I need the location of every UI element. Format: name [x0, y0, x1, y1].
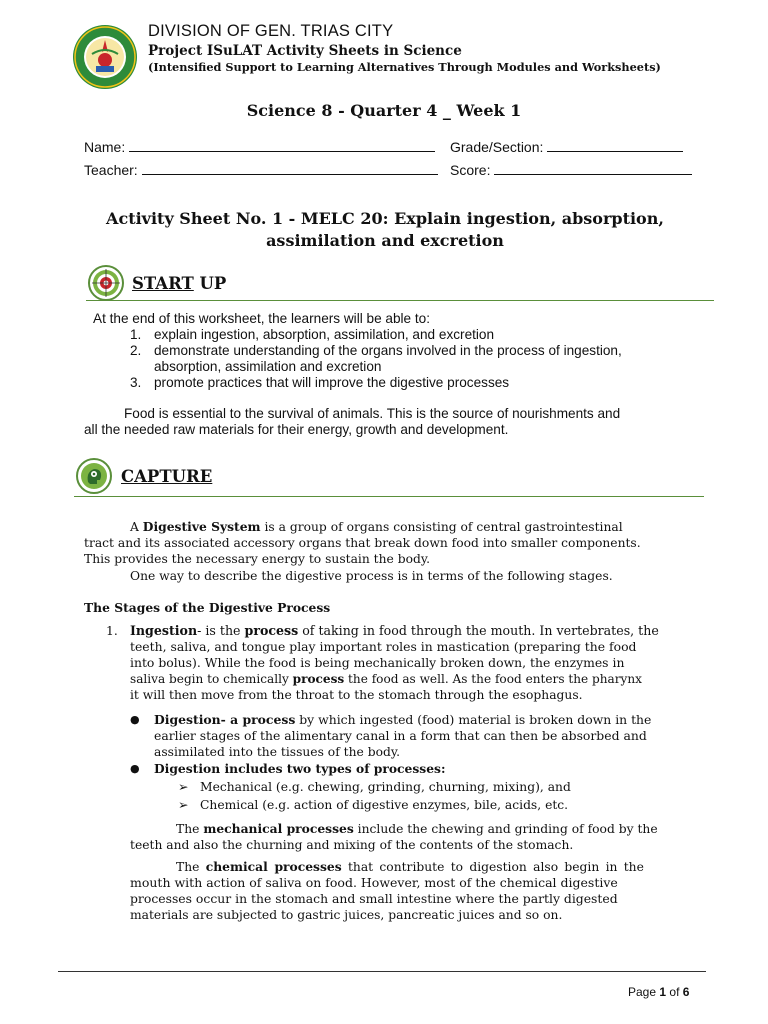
- process-term: process: [244, 623, 299, 638]
- ingestion-number: 1.: [106, 624, 118, 638]
- digestion-types-heading: Digestion includes two types of processes:: [154, 761, 446, 776]
- objective-text: explain ingestion, absorption, assimilation, and excretion: [154, 327, 495, 342]
- teacher-blank-line[interactable]: [142, 162, 438, 175]
- food-paragraph-line-1: Food is essential to the survival of animals. This is the source of nourishments and: [124, 406, 621, 421]
- start-up-heading-underlined: START: [132, 274, 194, 293]
- activity-title-line-1: Activity Sheet No. 1 - MELC 20: Explain ingestion, absorption,: [106, 209, 664, 228]
- total-pages: 6: [682, 985, 690, 999]
- target-icon: [88, 265, 124, 301]
- stages-heading: The Stages of the Digestive Process: [84, 600, 331, 615]
- digestive-system-line-3: This provides the necessary energy to sustain the body.: [84, 552, 431, 566]
- digestive-system-line-2: tract and its associated accessory organs that break down food into smaller components.: [84, 536, 641, 550]
- digestion-line-3: assimilated into the tissues of the body.: [154, 745, 401, 759]
- teacher-field[interactable]: [84, 162, 438, 178]
- stages-intro: One way to describe the digestive process is in terms of the following stages.: [130, 569, 613, 583]
- objective-3: [130, 375, 510, 391]
- current-page: 1: [659, 985, 667, 999]
- capture-divider: [74, 496, 704, 497]
- bullet-icon: ●: [130, 713, 140, 726]
- text-run: saliva begin to chemically: [130, 672, 293, 686]
- score-field[interactable]: [450, 162, 692, 178]
- name-field[interactable]: [84, 139, 435, 155]
- project-subtitle: (Intensified Support to Learning Alternatives Through Modules and Worksheets): [148, 60, 661, 74]
- objective-number: 2.: [130, 343, 142, 358]
- activity-title: [60, 208, 710, 252]
- grade-section-label: Grade/Section:: [450, 139, 544, 155]
- food-paragraph-line-2: all the needed raw materials for their energy, growth and development.: [84, 422, 509, 437]
- text-run: The: [176, 822, 204, 836]
- chemical-paragraph-line-2: mouth with action of saliva on food. However, most of the chemical digestive: [130, 875, 618, 890]
- grade-section-blank-line[interactable]: [547, 139, 683, 152]
- text-run: that contribute to digestion also begin in the: [341, 860, 644, 874]
- objectives-intro: At the end of this worksheet, the learners will be able to:: [93, 311, 431, 326]
- objective-number: 3.: [130, 375, 142, 390]
- start-up-heading: [132, 274, 226, 293]
- page-word: Page: [628, 985, 657, 999]
- objective-2-continued: absorption, assimilation and excretion: [154, 359, 382, 374]
- objective-text: demonstrate understanding of the organs involved in the process of ingestion,: [154, 343, 622, 358]
- objective-text: promote practices that will improve the digestive processes: [154, 375, 510, 390]
- chemical-paragraph-line-1: [176, 859, 644, 875]
- mechanical-processes-term: mechanical processes: [203, 821, 354, 836]
- start-up-divider: [86, 300, 714, 301]
- text-run: the food as well. As the food enters the pharynx: [344, 672, 642, 686]
- ingestion-line-3: into bolus). While the food is being mechanically broken down, the enzymes in: [130, 655, 625, 670]
- objective-2: [130, 343, 622, 359]
- grade-section-field[interactable]: [450, 139, 683, 155]
- text-run: of taking in food through the mouth. In vertebrates, the: [298, 623, 659, 638]
- arrow-bullet-icon: ➢: [178, 798, 189, 812]
- digestion-line-2: earlier stages of the alimentary canal in a form that can then be absorbed and: [154, 728, 647, 743]
- chemical-processes-term: chemical processes: [205, 859, 342, 874]
- objective-1: [130, 327, 495, 343]
- deped-seal-logo: [72, 24, 138, 90]
- mechanical-paragraph-line-2: teeth and also the churning and mixing of the contents of the stomach.: [130, 838, 574, 852]
- text-run: is a group of organs consisting of central gastrointestinal: [260, 520, 623, 534]
- chemical-type: Chemical (e.g. action of digestive enzymes, bile, acids, etc.: [200, 798, 569, 812]
- text-run: - is the: [197, 623, 245, 638]
- score-blank-line[interactable]: [494, 162, 692, 175]
- teacher-label: Teacher:: [84, 162, 138, 178]
- mechanical-paragraph-line-1: [176, 821, 658, 837]
- division-name: DIVISION OF GEN. TRIAS CITY: [148, 22, 394, 40]
- score-label: Score:: [450, 162, 491, 178]
- project-title: Project ISuLAT Activity Sheets in Science: [148, 43, 462, 59]
- ingestion-line-2: teeth, saliva, and tongue play important roles in mastication (preparing the food: [130, 639, 637, 654]
- mechanical-type: Mechanical (e.g. chewing, grinding, churning, mixing), and: [200, 780, 571, 794]
- text-run: by which ingested (food) material is broken down in the: [295, 712, 652, 727]
- name-blank-line[interactable]: [129, 139, 435, 152]
- footer-divider: [58, 971, 706, 972]
- ingestion-line-4: [130, 671, 642, 687]
- ingestion-term: Ingestion: [130, 623, 198, 638]
- of-word: of: [669, 985, 680, 999]
- page-number: [628, 985, 689, 999]
- digestive-system-term: Digestive System: [142, 519, 261, 534]
- activity-title-line-2: assimilation and excretion: [266, 231, 504, 250]
- digestion-term: Digestion- a process: [154, 712, 296, 727]
- chemical-paragraph-line-4: materials are subjected to gastric juices, pancreatic juices and so on.: [130, 908, 563, 922]
- text-run: The: [176, 860, 206, 874]
- brain-head-icon: [76, 458, 112, 494]
- chemical-paragraph-line-3: processes occur in the stomach and small intestine where the partly digested: [130, 891, 618, 906]
- ingestion-line-1: [130, 623, 659, 639]
- process-term: process: [292, 672, 345, 686]
- name-label: Name:: [84, 139, 126, 155]
- text-run: A: [130, 520, 143, 534]
- document-title: Science 8 - Quarter 4 _ Week 1: [246, 101, 522, 120]
- text-run: include the chewing and grinding of food by the: [353, 822, 658, 836]
- ingestion-line-5: it will then move from the throat to the stomach through the esophagus.: [130, 688, 583, 702]
- objective-number: 1.: [130, 327, 142, 342]
- bullet-icon: ●: [130, 762, 140, 775]
- digestive-system-line-1: [130, 519, 623, 535]
- arrow-bullet-icon: ➢: [178, 780, 189, 794]
- capture-heading: CAPTURE: [121, 467, 213, 486]
- start-up-heading-rest: UP: [193, 274, 227, 293]
- digestion-line-1: [154, 712, 651, 728]
